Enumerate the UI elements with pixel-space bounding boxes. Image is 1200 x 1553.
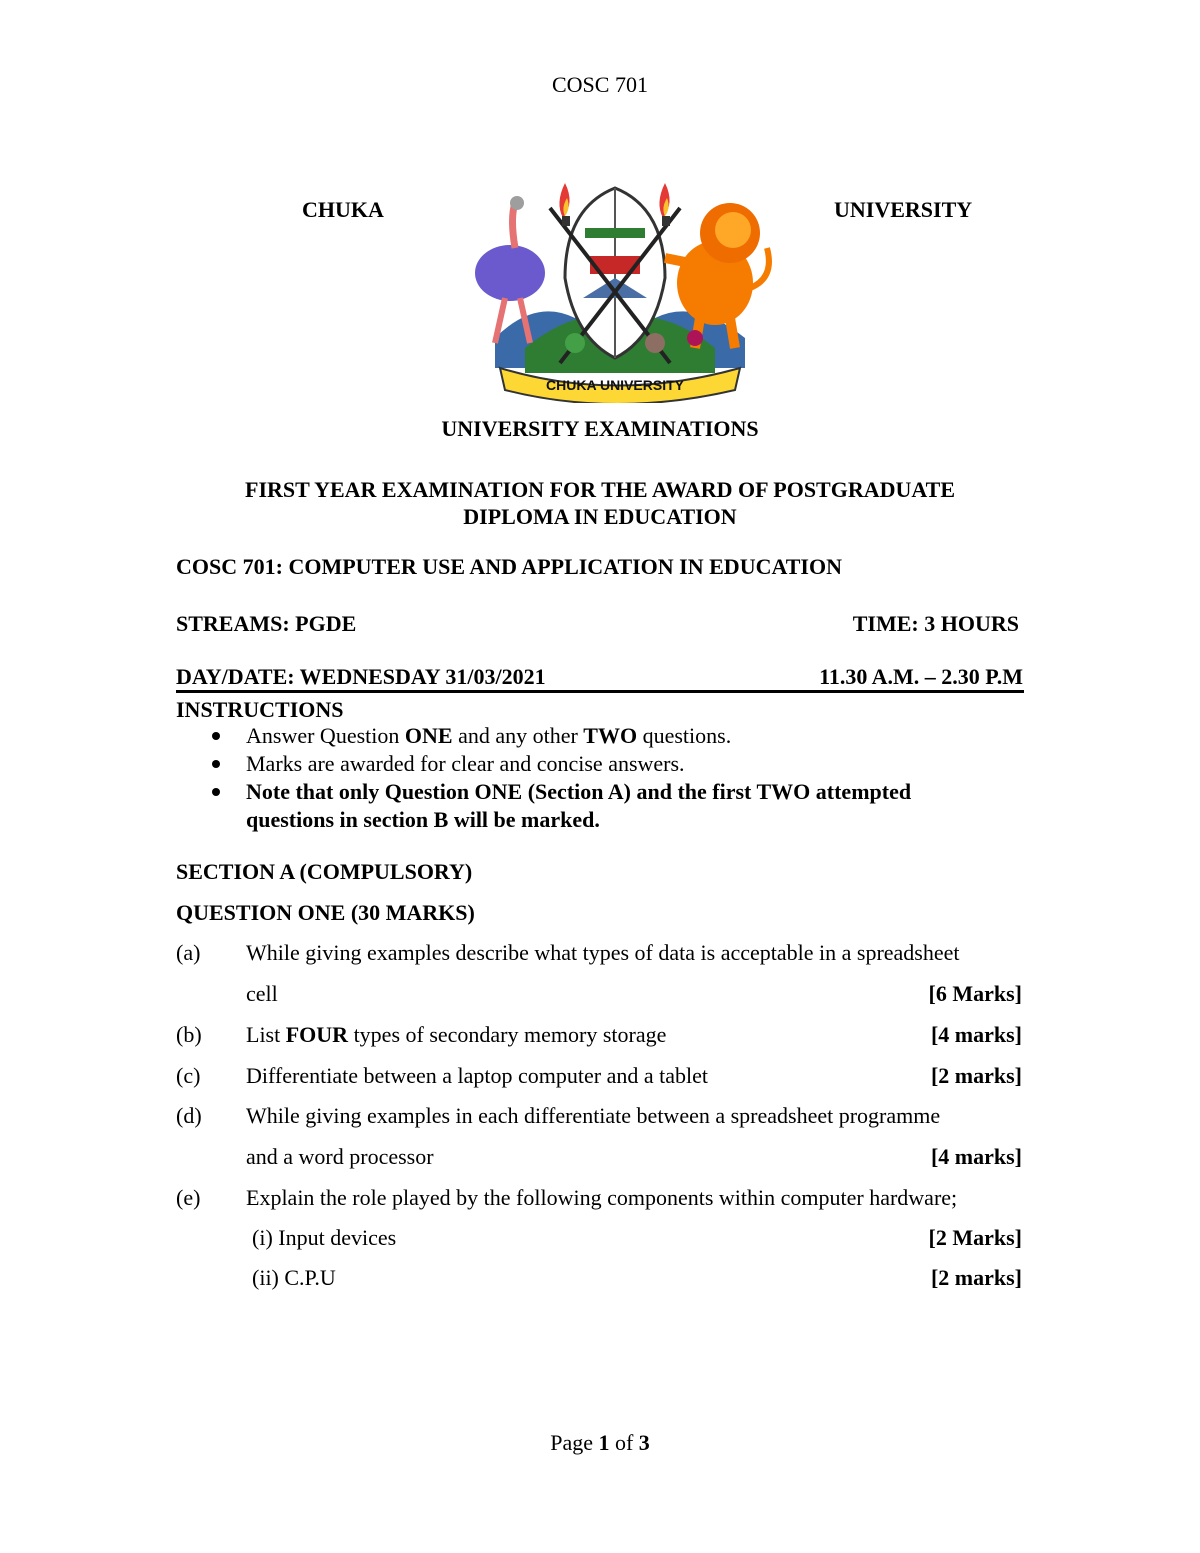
time-label: TIME: 3 HOURS: [852, 611, 1019, 636]
instruction-item: Answer Question ONE and any other TWO questions.: [176, 722, 996, 750]
crest-motto-text: CHUKA UNIVERSITY: [546, 377, 684, 393]
instructions-heading: INSTRUCTIONS: [176, 697, 344, 722]
marks-label: [6 Marks]: [928, 981, 1022, 1006]
banner-right-text: UNIVERSITY: [834, 197, 973, 222]
section-heading: SECTION A (COMPULSORY): [176, 859, 473, 884]
question-heading: QUESTION ONE (30 MARKS): [176, 900, 475, 925]
award-title-line2: DIPLOMA IN EDUCATION: [463, 504, 737, 529]
course-title: COSC 701: COMPUTER USE AND APPLICATION IN EDUCATION: [176, 554, 842, 579]
university-crest-logo: [455, 168, 775, 403]
header-divider: [176, 690, 1024, 693]
bullet-icon: [212, 760, 220, 768]
instructions-list: [176, 722, 996, 834]
bullet-icon: [212, 732, 220, 740]
hours-label: 11.30 A.M. – 2.30 P.M: [819, 664, 1023, 689]
instruction-item: Marks are awarded for clear and concise answers.: [176, 750, 996, 778]
marks-label: [4 marks]: [930, 1022, 1022, 1047]
marks-label: [4 marks]: [930, 1144, 1022, 1169]
streams-label: STREAMS: PGDE: [176, 611, 357, 636]
exams-title: UNIVERSITY EXAMINATIONS: [441, 416, 759, 441]
banner-left-text: CHUKA: [302, 197, 384, 222]
page-number: Page 1 of 3: [550, 1430, 650, 1455]
marks-label: [2 marks]: [930, 1265, 1022, 1290]
course-code-header: COSC 701: [552, 72, 648, 97]
marks-label: [2 marks]: [930, 1063, 1022, 1088]
instruction-item: Note that only Question ONE (Section A) and the first TWO attempted questions in section B will be marked.: [176, 778, 996, 834]
bullet-icon: [212, 788, 220, 796]
award-title-line1: FIRST YEAR EXAMINATION FOR THE AWARD OF POSTGRADUATE: [245, 477, 955, 502]
day-date-label: DAY/DATE: WEDNESDAY 31/03/2021: [176, 664, 546, 689]
marks-label: [2 Marks]: [928, 1225, 1022, 1250]
